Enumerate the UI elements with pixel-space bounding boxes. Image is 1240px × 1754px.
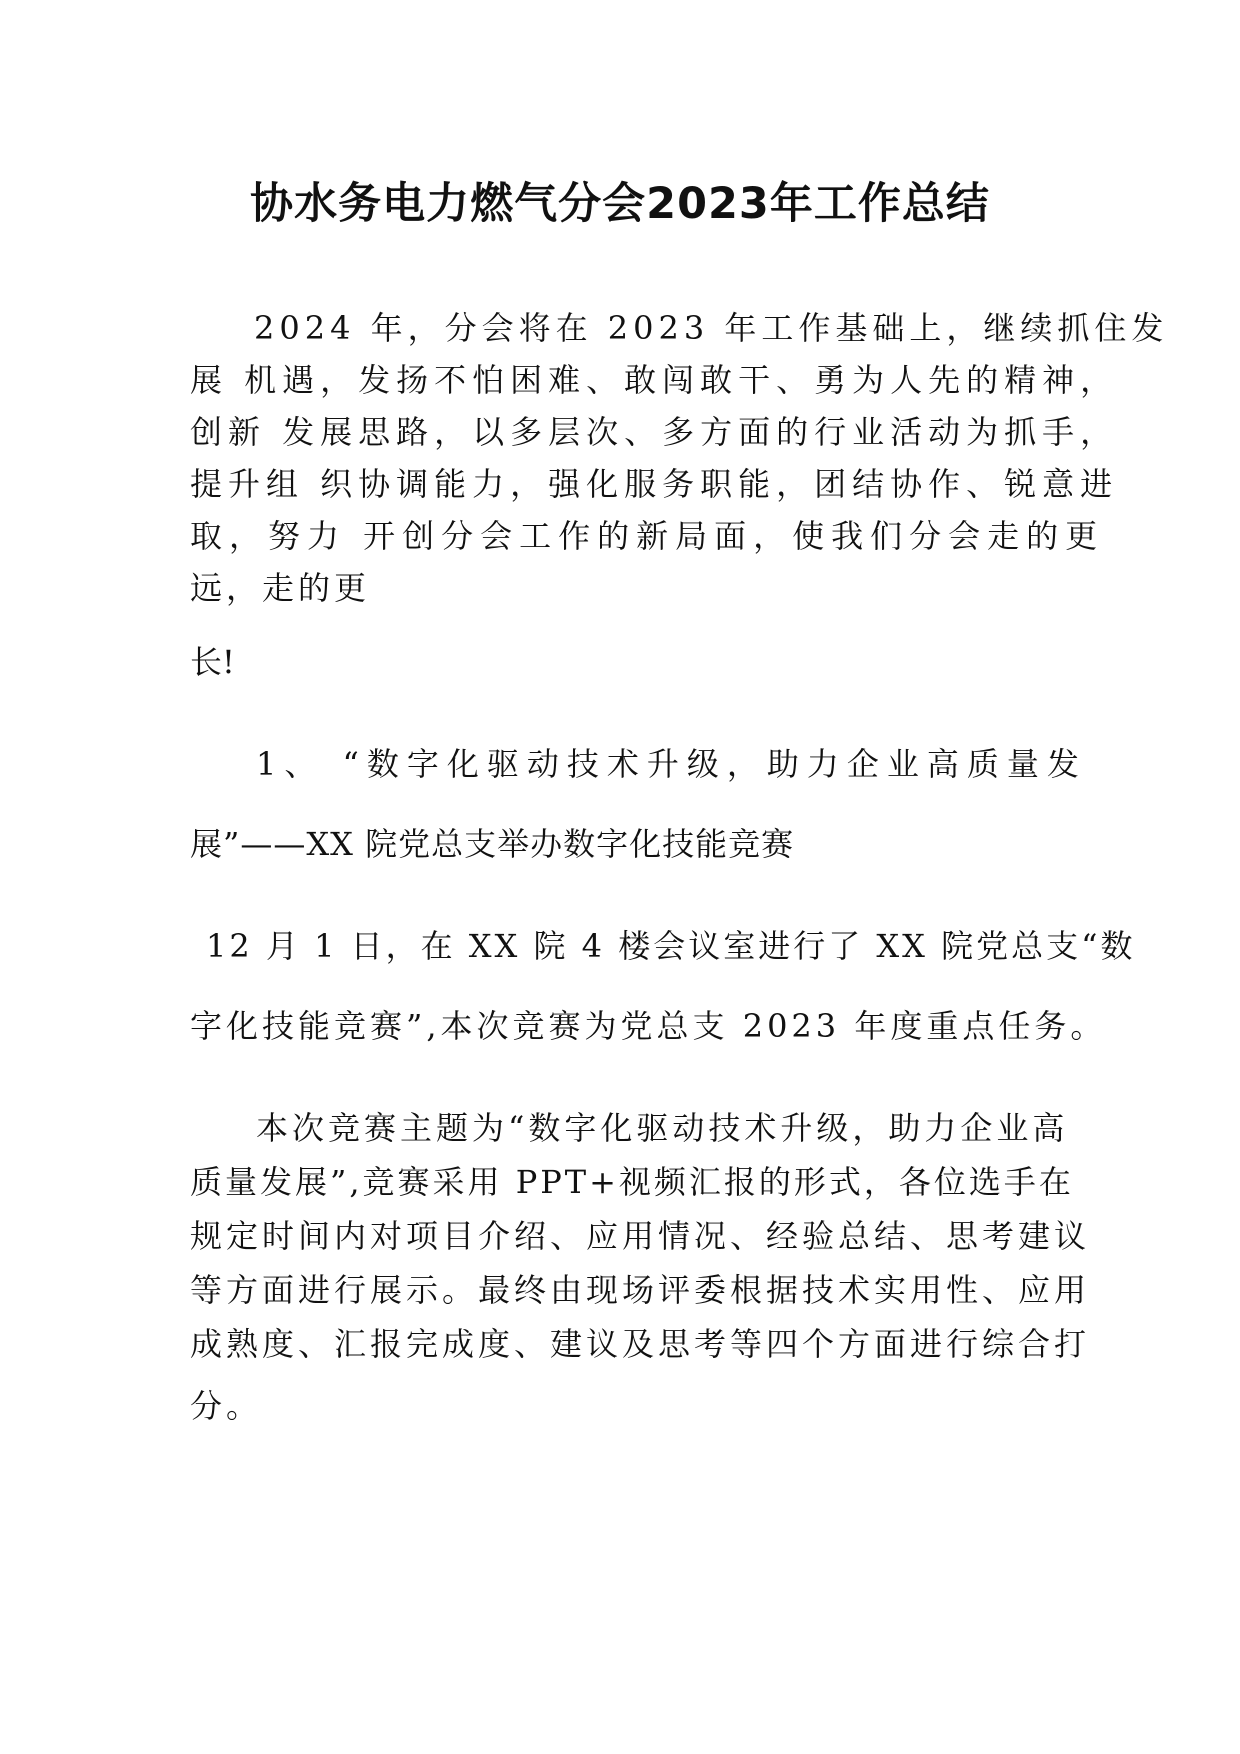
paragraph-1-line-2: 展 机遇，发扬不怕困难、敢闯敢干、勇为人先的精神， (190, 361, 1119, 399)
paragraph-1-line-3: 创新 发展思路，以多层次、多方面的行业活动为抓手， (190, 413, 1119, 451)
paragraph-3-line-6: 分。 (190, 1387, 263, 1425)
paragraph-1-line-7: 长! (190, 643, 235, 681)
paragraph-1-line-4: 提升组 织协调能力，强化服务职能，团结协作、锐意进 (190, 465, 1119, 503)
paragraph-1-line-5: 取，努力 开创分会工作的新局面，使我们分会走的更 (190, 517, 1105, 555)
paragraph-3-line-1: 本次竞赛主题为“数字化驱动技术升级，助力企业高 (256, 1109, 1069, 1147)
paragraph-1-line-6: 远，走的更 (190, 569, 371, 607)
paragraph-3-line-5: 成熟度、汇报完成度、建议及思考等四个方面进行综合打 (190, 1325, 1091, 1363)
section-heading-line-1: 1、 “数字化驱动技术升级，助力企业高质量发 (256, 745, 1087, 783)
paragraph-3-line-2: 质量发展”,竞赛采用 PPT+视频汇报的形式，各位选手在 (190, 1163, 1074, 1201)
paragraph-3-line-4: 等方面进行展示。最终由现场评委根据技术实用性、应用 (190, 1271, 1091, 1309)
section-heading-line-2: 展”——XX 院党总支举办数字化技能竞赛 (190, 825, 795, 863)
paragraph-3-line-3: 规定时间内对项目介绍、应用情况、经验总结、思考建议 (190, 1217, 1091, 1255)
document-title: 协水务电力燃气分会2023年工作总结 (250, 179, 990, 229)
paragraph-1-line-1: 2024 年，分会将在 2023 年工作基础上，继续抓住发 (254, 309, 1169, 347)
paragraph-2-line-2: 字化技能竞赛”,本次竞赛为党总支 2023 年度重点任务。 (190, 1007, 1107, 1045)
paragraph-2-line-1: 12 月 1 日，在 XX 院 4 楼会议室进行了 XX 院党总支“数 (206, 927, 1136, 965)
